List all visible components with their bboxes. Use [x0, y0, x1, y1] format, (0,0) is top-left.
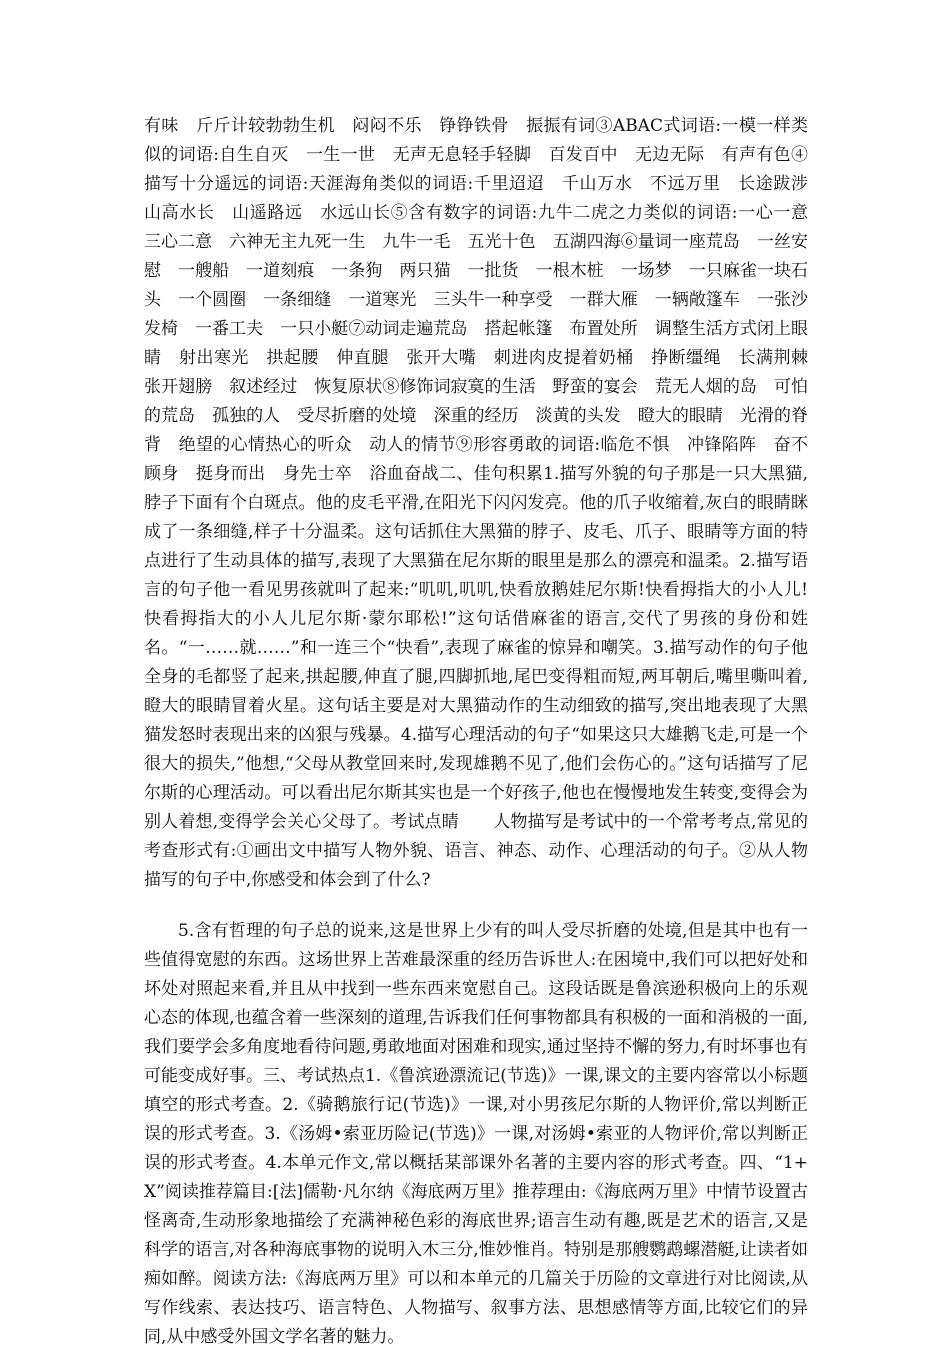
document-page — [144, 112, 825, 1352]
paragraph-spacer — [144, 895, 808, 917]
paragraph-philosophy-and-exam-points: 5.含有哲理的句子总的说来,这是世界上少有的叫人受尽折磨的处境,但是其中也有一些值得宽慰的东西。这场世界上苦难最深重的经历告诉世人:在困境中,我们可以把好处和坏处对照起来看,并且从中找到一些东西来宽慰自己。这段话既是鲁滨逊积极向上的乐观心态的体现,也蕴含着一些深刻的道理,告诉我们任何事物都具有积极的一面和消极的一面,我们要学会多角度地看待问题,勇敢地面对困难和现实,通过坚持不懈的努力,有时坏事也有可能变成好事。三、考试热点1.《鲁滨逊漂流记(节选)》一课,课文的主要内容常以小标题填空的形式考查。2.《骑鹅旅行记(节选)》一课,对小男孩尼尔斯的人物评价,常以判断正误的形式考查。3.《汤姆•索亚历险记(节选)》一课,对汤姆•索亚的人物评价,常以判断正误的形式考查。4.本单元作文,常以概括某部课外名著的主要内容的形式考查。四、“1+X”阅读推荐篇目:[法]儒勒·凡尔纳《海底两万里》推荐理由:《海底两万里》中情节设置古怪离奇,生动形象地描绘了充满神秘色彩的海底世界;语言生动有趣,既是艺术的语言,又是科学的语言,对各种海底事物的说明入木三分,惟妙惟肖。特别是那艘鹦鹉螺潜艇,让读者如痴如醉。阅读方法:《海底两万里》可以和本单元的几篇关于历险的文章进行对比阅读,从写作线索、表达技巧、语言特色、人物描写、叙事方法、思想感情等方面,比较它们的异同,从中感受外国文学名著的魅力。 — [144, 921, 808, 1347]
paragraph-vocabulary-and-sentences: 有味 斤斤计较勃勃生机 闷闷不乐 铮铮铁骨 振振有词③ABAC式词语:一模一样类似的词语:自生自灭 一生一世 无声无息轻手轻脚 百发百中 无边无际 有声有色④描写十分遥远的词语:天涯海角类似的词语:千里迢迢 千山万水 不远万里 长途跋涉 山高水长 山遥路远 水远山长⑤含有数字的词语:九牛二虎之力类似的词语:一心一意 三心二意 六神无主九死一生 九牛一毛 五光十色 五湖四海⑥量词一座荒岛 一丝安慰 一艘船 一道刻痕 一条狗 两只猫 一批货 一根木桩 一场梦 一只麻雀一块石头 一个圆圈 一条细缝 一道寒光 三头牛一种享受 一群大雁 一辆敞篷车 一张沙发椅 一番工夫 一只小艇⑦动词走遍荒岛 搭起帐篷 布置处所 调整生活方式闭上眼睛 射出寒光 拱起腰 伸直腿 张开大嘴 刺进肉皮提着奶桶 挣断缰绳 长满荆棘 张开翅膀 叙述经过 恢复原状⑧修饰词寂寞的生活 野蛮的宴会 荒无人烟的岛 可怕的荒岛 孤独的人 受尽折磨的处境 深重的经历 淡黄的头发 瞪大的眼睛 光滑的脊背 绝望的心情热心的听众 动人的情节⑨形容勇敢的词语:临危不惧 冲锋陷阵 奋不顾身 挺身而出 身先士卒 浴血奋战二、佳句积累1.描写外貌的句子那是一只大黑猫,脖子下面有个白斑点。他的皮毛平滑,在阳光下闪闪发亮。他的爪子收缩着,灰白的眼睛眯成了一条细缝,样子十分温柔。这句话抓住大黑猫的脖子、皮毛、爪子、眼睛等方面的特点进行了生动具体的描写,表现了大黑猫在尼尔斯的眼里是那么的漂亮和温柔。2.描写语言的句子他一看见男孩就叫了起来:“叽叽,叽叽,快看放鹅娃尼尔斯!快看拇指大的小人儿!快看拇指大的小人儿尼尔斯·蒙尔耶松!”这句话借麻雀的语言,交代了男孩的身份和姓名。“一……就……”和一连三个“快看”,表现了麻雀的惊异和嘲笑。3.描写动作的句子他全身的毛都竖了起来,拱起腰,伸直了腿,四脚抓地,尾巴变得粗而短,两耳朝后,嘴里嘶叫着,瞪大的眼睛冒着火星。这句话主要是对大黑猫动作的生动细致的描写,突出地表现了大黑猫发怒时表现出来的凶狠与残暴。4.描写心理活动的句子“如果这只大雄鹅飞走,可是一个很大的损失,”他想,“父母从教堂回来时,发现雄鹅不见了,他们会伤心的。”这句话描写了尼尔斯的心理活动。可以看出尼尔斯其实也是一个好孩子,他也在慢慢地发生转变,变得会为别人着想,变得学会关心父母了。考试点睛 人物描写是考试中的一个常考考点,常见的考查形式有:①画出文中描写人物外貌、语言、神态、动作、心理活动的句子。②从人物描写的句子中,你感受和体会到了什么? — [144, 116, 825, 890]
